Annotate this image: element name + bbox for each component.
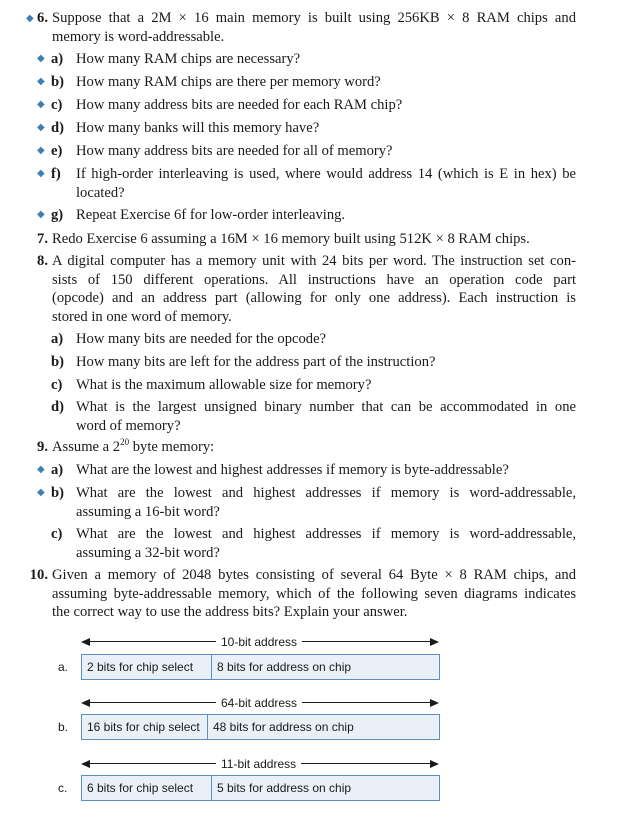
chip-select-field: 6 bits for chip select [87,781,194,795]
part-text: What are the lowest and highest addresses if memory is byte-addressable? [76,462,509,478]
part-text: How many RAM chips are there per memory word? [76,74,381,90]
bullet-icon: ◆ [37,464,45,475]
part-text: How many address bits are needed for each RAM chip? [76,97,403,113]
arrow-left-icon [81,638,90,646]
exercise-number: 7. [37,231,48,247]
chip-select-field: 16 bits for chip select [87,720,200,734]
bullet-icon: ◆ [37,168,45,179]
diagram-b [0,693,638,743]
part-letter: e) [51,143,63,159]
address-bits-box [81,714,440,740]
part-letter: a) [51,331,64,347]
part-text: word of memory? [76,417,181,434]
bullet-icon: ◆ [37,487,45,498]
bullet-icon: ◆ [37,76,45,87]
bullet-icon: ◆ [26,13,34,24]
part-text: How many banks will this memory have? [76,120,320,136]
chip-address-field: 5 bits for address on chip [217,781,352,795]
chip-address-field: 48 bits for address on chip [213,720,354,734]
part-letter: c) [51,377,63,393]
chip-address-field: 8 bits for address on chip [217,660,352,674]
exercise-text: Suppose that a 2M × 16 main memory is built using 256KB × 8 RAM chips and memory is word-addressable. [52,10,576,45]
exercise-number: 6. [37,10,48,26]
part-text: assuming a 32-bit word? [76,544,220,561]
diagram-label: c. [58,781,68,795]
exercise-text: A digital computer has a memory unit with 24 bits per word. The instruction set con- sists of 150 different operations. All instructions have an operation code part (opcode) and an address part (allowing for only one address). Each instruction is stored in one word of memory. [52,253,576,325]
exercise-text: Redo Exercise 6 assuming a 16M × 16 memory built using 512K × 8 RAM chips. [52,231,530,247]
arrow-right-icon [430,699,439,707]
address-width-label: 64-bit address [216,696,302,710]
exercise-number: 9. [37,439,48,455]
exercise-number: 8. [37,253,48,269]
part-text: How many bits are needed for the opcode? [76,331,327,347]
address-bits-box [81,775,440,801]
part-text: How many RAM chips are necessary? [76,51,301,67]
part-text: What is the maximum allowable size for memory? [76,377,372,393]
bullet-icon: ◆ [37,122,45,133]
exercise-text: Given a memory of 2048 bytes consisting of several 64 Byte × 8 RAM chips, and assuming byte-addressable memory, which of the following seven diagrams indicates the correct way to use the address bits? Explain your answer. [52,567,576,620]
part-letter: b) [51,485,64,501]
part-letter: d) [51,399,64,415]
bullet-icon: ◆ [37,209,45,220]
bullet-icon: ◆ [37,145,45,156]
part-letter: c) [51,97,63,113]
chip-select-field: 2 bits for chip select [87,660,194,674]
part-text: Repeat Exercise 6f for low-order interleaving. [76,207,346,223]
address-width-label: 10-bit address [216,635,302,649]
arrow-left-icon [81,699,90,707]
part-text: If high-order interleaving is used, where would address 14 (which is E in hex) be [76,166,576,182]
diagram-label: a. [58,660,69,674]
part-letter: a) [51,462,64,478]
part-letter: c) [51,526,63,542]
part-text: What are the lowest and highest addresses if memory is word-addressable, [76,485,576,501]
part-text: located? [76,184,125,201]
diagram-a [0,632,638,682]
part-text: What are the lowest and highest addresses if memory is word-addressable, [76,526,576,542]
exercise-text: Assume a $2^{20}$ byte memory: [52,437,215,455]
bullet-icon: ◆ [37,53,45,64]
part-letter: b) [51,354,64,370]
diagram-label: b. [58,720,69,734]
part-letter: d) [51,120,64,136]
arrow-right-icon [430,638,439,646]
arrow-right-icon [430,760,439,768]
bullet-icon: ◆ [37,99,45,110]
part-letter: f) [51,166,61,182]
part-text: How many bits are left for the address part of the instruction? [76,354,436,370]
part-text: How many address bits are needed for all of memory? [76,143,393,159]
part-text: What is the largest unsigned binary number that can be accommodated in one [76,399,576,415]
part-letter: a) [51,51,64,67]
address-width-label: 11-bit address [216,757,301,771]
diagram-c [0,754,638,804]
exercise-number: 10. [29,567,48,583]
arrow-left-icon [81,760,90,768]
part-letter: b) [51,74,64,90]
part-text: assuming a 16-bit word? [76,503,220,520]
part-letter: g) [51,207,64,223]
address-bits-box [81,654,440,680]
